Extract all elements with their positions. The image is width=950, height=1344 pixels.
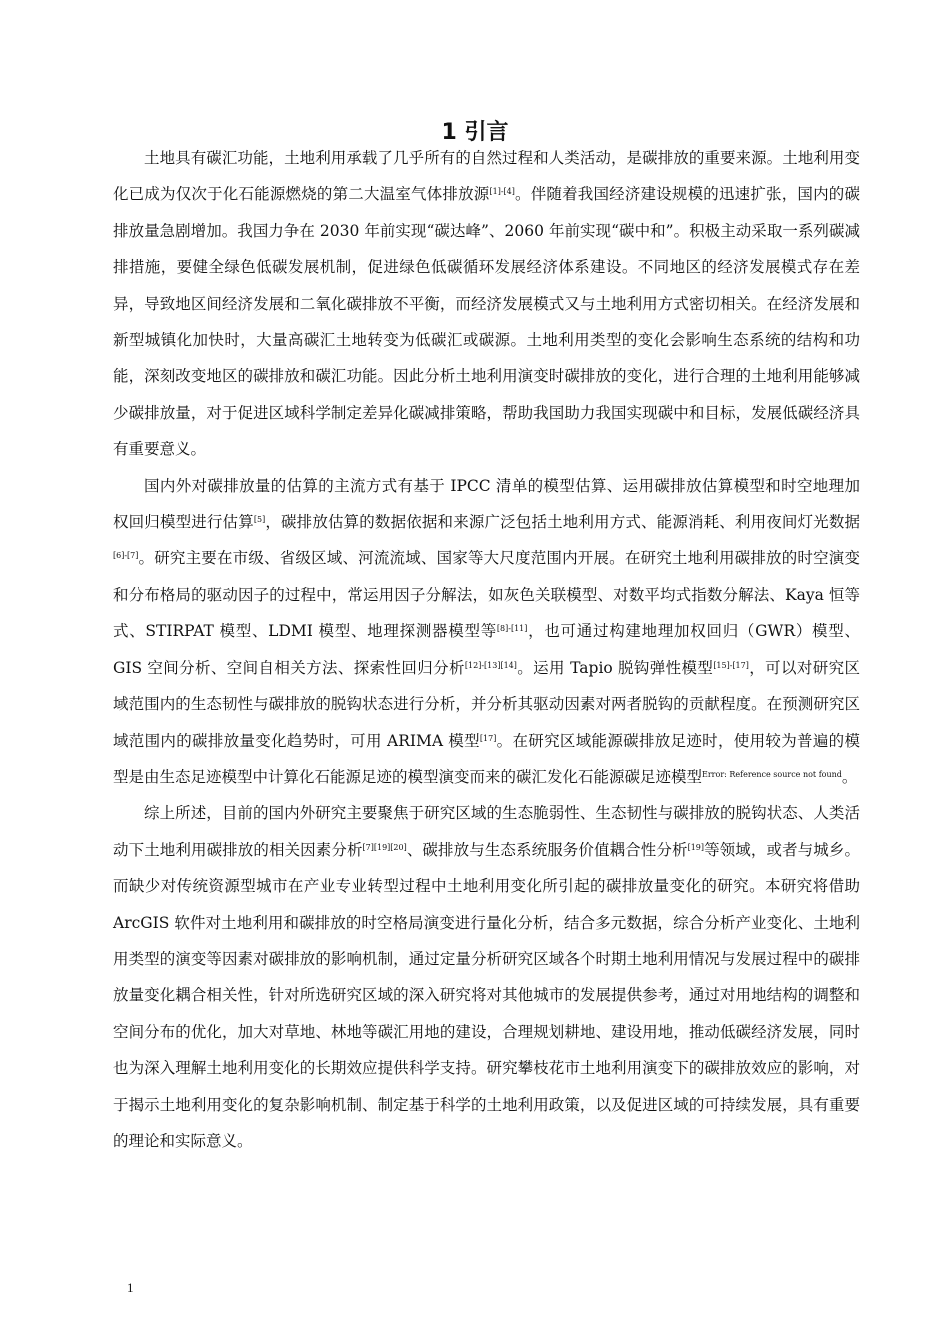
paragraph [113, 795, 860, 1159]
paragraph-text: ，可以对研究区域范围内的生态韧性与碳排放的脱钩状态进行分析，并分析其驱动因素对两者脱钩的贡献程度。在预测研究区域范围内的碳排放量变化趋势时，可用 ARIMA 模型 [113, 658, 860, 750]
citation-ref: Error: Reference source not found [702, 769, 842, 779]
section-title: 1 引言 [441, 119, 509, 145]
citation-ref: [15]-[17] [713, 660, 749, 670]
section-body [113, 140, 860, 1159]
paragraph-text: 土地具有碳汇功能，土地利用承载了几乎所有的自然过程和人类活动，是碳排放的重要来源。土地利用变化已成为仅次于化石能源燃烧的第二大温室气体排放源 [113, 149, 860, 204]
citation-ref: [7][19][20] [362, 842, 407, 852]
paragraph-text: 。运用 Tapio 脱钩弹性模型 [516, 658, 714, 677]
paragraph-text: 。研究主要在市级、省级区域、河流流域、国家等大尺度范围内开展。在研究土地利用碳排放的时空演变和分布格局的驱动因子的过程中，常运用因子分解法，如灰色关联模型、对数平均式指数分解法、Kaya 恒等式、STIRPAT 模型、LDMI 模型、地理探测器模型等 [113, 549, 860, 641]
paragraph-text: ，碳排放估算的数据依据和来源广泛包括土地利用方式、能源消耗、利用夜间灯光数据 [265, 513, 860, 532]
citation-ref: [8]-[11] [496, 624, 528, 634]
paragraph-text: 。在研究区域能源碳排放足迹时，使用较为普遍的模型是由生态足迹模型中计算化石能源足迹的模型演变而来的碳汇发化石能源碳足迹模型 [113, 731, 860, 786]
paragraph [113, 140, 860, 468]
page-number: 1 [127, 1280, 134, 1295]
citation-ref: [12]-[13][14] [464, 660, 517, 670]
paragraph-text: ，也可通过构建地理加权回归（GWR）模型、GIS 空间分析、空间自相关方法、探索性回归分析 [113, 622, 860, 677]
paragraph-text: 。 [841, 767, 858, 786]
paragraph-text: 综上所述，目前的国内外研究主要聚焦于研究区域的生态脆弱性、生态韧性与碳排放的脱钩状态、人类活动下土地利用碳排放的相关因素分析 [113, 804, 860, 859]
citation-ref: [19] [687, 842, 704, 852]
citation-ref: [6]-[7] [113, 551, 139, 561]
paragraph-text: 国内外对碳排放量的估算的主流方式有基于 IPCC 清单的模型估算、运用碳排放估算模型和时空地理加权回归模型进行估算 [113, 476, 860, 532]
paragraph-text: 等领域，或者与城乡。而缺少对传统资源型城市在产业专业转型过程中土地利用变化所引起的碳排放量变化的研究。本研究将借助 ArcGIS 软件对土地利用和碳排放的时空格局演变进行量化分析，结合多元数据，综合分析产业变化、土地利用类型的演变等因素对碳排放的影响机制，通过定量分析研究区域各个时期土地利用情况与发展过程中的碳排放量变化耦合相关性，针对所选研究区域的深入研究将对其他城市的发展提供参考，通过对用地结构的调整和空间分布的优化，加大对草地、林地等碳汇用地的建设，合理规划耕地、建设用地，推动低碳经济发展，同时也为深入理解土地利用变化的长期效应提供科学支持。研究攀枝花市土地利用演变下的碳排放效应的影响，对于揭示土地利用变化的复杂影响机制、制定基于科学的土地利用政策，以及促进区域的可持续发展，具有重要的理论和实际意义。 [113, 840, 860, 1150]
paragraph-text: 。伴随着我国经济建设规模的迅速扩张，国内的碳排放量急剧增加。我国力争在 2030 年前实现“碳达峰”、2060 年前实现“碳中和”。积极主动采取一系列碳减排措施，要健全绿色低碳发展机制，促进绿色低碳循环发展经济体系建设。不同地区的经济发展模式存在差异，导致地区间经济发展和二氧化碳排放不平衡，而经济发展模式又与土地利用方式密切相关。在经济发展和新型城镇化加快时，大量高碳汇土地转变为低碳汇或碳源。土地利用类型的变化会影响生态系统的结构和功能，深刻改变地区的碳排放和碳汇功能。因此分析土地利用演变时碳排放的变化，进行合理的土地利用能够减少碳排放量，对于促进区域科学制定差异化碳减排策略，帮助我国助力我国实现碳中和目标，发展低碳经济具有重要意义。 [113, 185, 860, 459]
citation-ref: [1]-[4] [489, 187, 515, 197]
citation-ref: [17] [479, 733, 497, 743]
citation-ref: [5] [253, 515, 266, 525]
paragraph [113, 468, 860, 796]
paragraph-text: 、碳排放与生态系统服务价值耦合性分析 [406, 840, 688, 859]
